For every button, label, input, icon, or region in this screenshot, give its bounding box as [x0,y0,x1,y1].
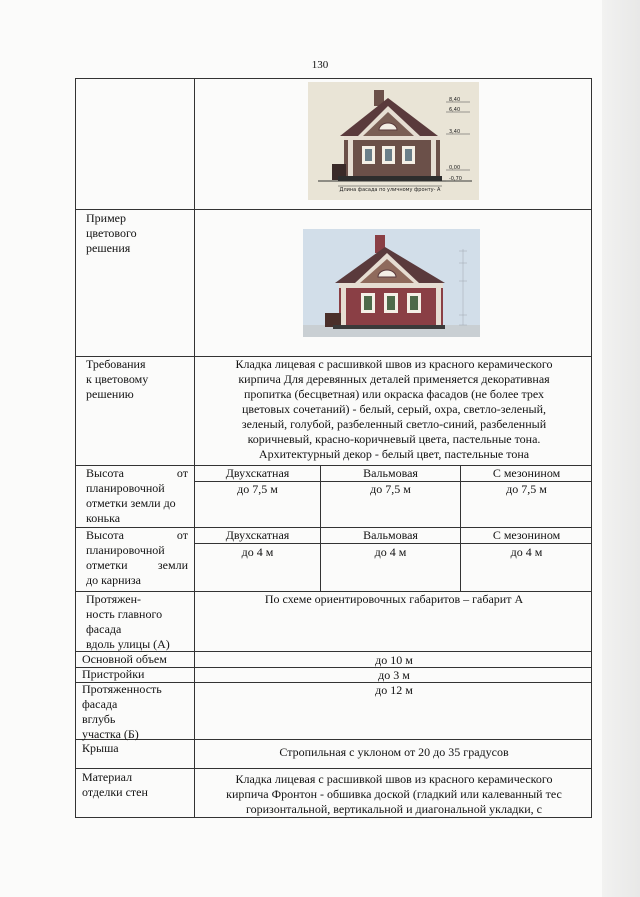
eave-type-mezzanine: С мезонином [492,528,561,542]
facade-color-example [303,229,480,337]
facade-drawing-brown [308,82,479,200]
ridge-value-gable: до 7,5 м [237,482,278,496]
row-label-main-volume: Основной объем [82,652,167,666]
elevation-mark: 8,40 [449,97,461,103]
table-column-divider [194,78,195,739]
page-number: 130 [311,59,329,71]
eave-value-gable: до 4 м [241,545,274,559]
row-label-wall-material: Материал отделки стен [82,770,148,799]
ridge-value-hip: до 7,5 м [370,482,411,496]
subrow-divider [194,543,592,544]
row-label-color-requirements: Требования к цветовому решению [86,357,149,401]
elevation-mark: 3,40 [449,129,461,135]
ridge-type-hip: Вальмовая [363,466,418,480]
page-edge-shadow [602,0,640,897]
main-volume-value: до 10 м [375,653,413,667]
row-divider [75,209,592,210]
ridge-type-gable: Двухскатная [225,466,290,480]
eave-type-gable: Двухскатная [225,528,290,542]
eave-value-hip: до 4 м [374,545,407,559]
eave-type-hip: Вальмовая [363,528,418,542]
plot-depth-value: до 12 м [375,683,413,697]
color-requirements-text: Кладка лицевая с расшивкой швов из красного керамического кирпича Для деревянных деталей применяется декоративная пропитка (бесцветная) или окраска фасадов (не более трех цветовых сочетаний) - белый, серый, охра, светло-зеленый, зеленый, голубой, разбеленный светло-синий, разбеленный коричневый, красно-коричневый цвета, пастельные тона. Архитектурный декор - белый цвет, пастельные тона [235,357,553,461]
row-label-roof: Крыша [82,741,119,755]
table-column-divider [194,739,195,818]
facade-caption: Длина фасада по уличному фронту- А [339,187,441,193]
eave-value-mezzanine: до 4 м [510,545,543,559]
ridge-value-mezzanine: до 7,5 м [506,482,547,496]
row-label-color-example: Пример цветового решения [86,211,137,255]
elevation-mark: 6,40 [449,107,461,113]
facade-length-text: По схеме ориентировочных габаритов – габарит А [264,592,524,606]
elevation-mark: -0,70 [449,176,462,182]
row-divider [75,768,592,769]
row-label-plot-depth: Протяженность фасада вглубь участка (Б) [82,682,162,741]
annexes-value: до 3 м [378,668,410,682]
row-label-eave-height: Высота от планировочной отметки земли до карниза [86,528,188,587]
elevation-mark: 0,00 [449,165,461,171]
row-label-facade-length: Протяжен- ность главного фасада вдоль улицы (А) [86,592,170,651]
wall-material-text: Кладка лицевая с расшивкой швов из красного керамического кирпича Фронтон - обшивка доской (гладкий или калеванный тес горизонтальной, вертикальной и диагональной укладки, с [226,772,562,816]
row-label-annexes: Пристройки [82,667,145,681]
row-label-ridge-height: Высота от планировочной отметки земли до конька [86,466,188,525]
ridge-type-mezzanine: С мезонином [492,466,561,480]
roof-text: Стропильная с уклоном от 20 до 35 градусов [279,745,509,759]
